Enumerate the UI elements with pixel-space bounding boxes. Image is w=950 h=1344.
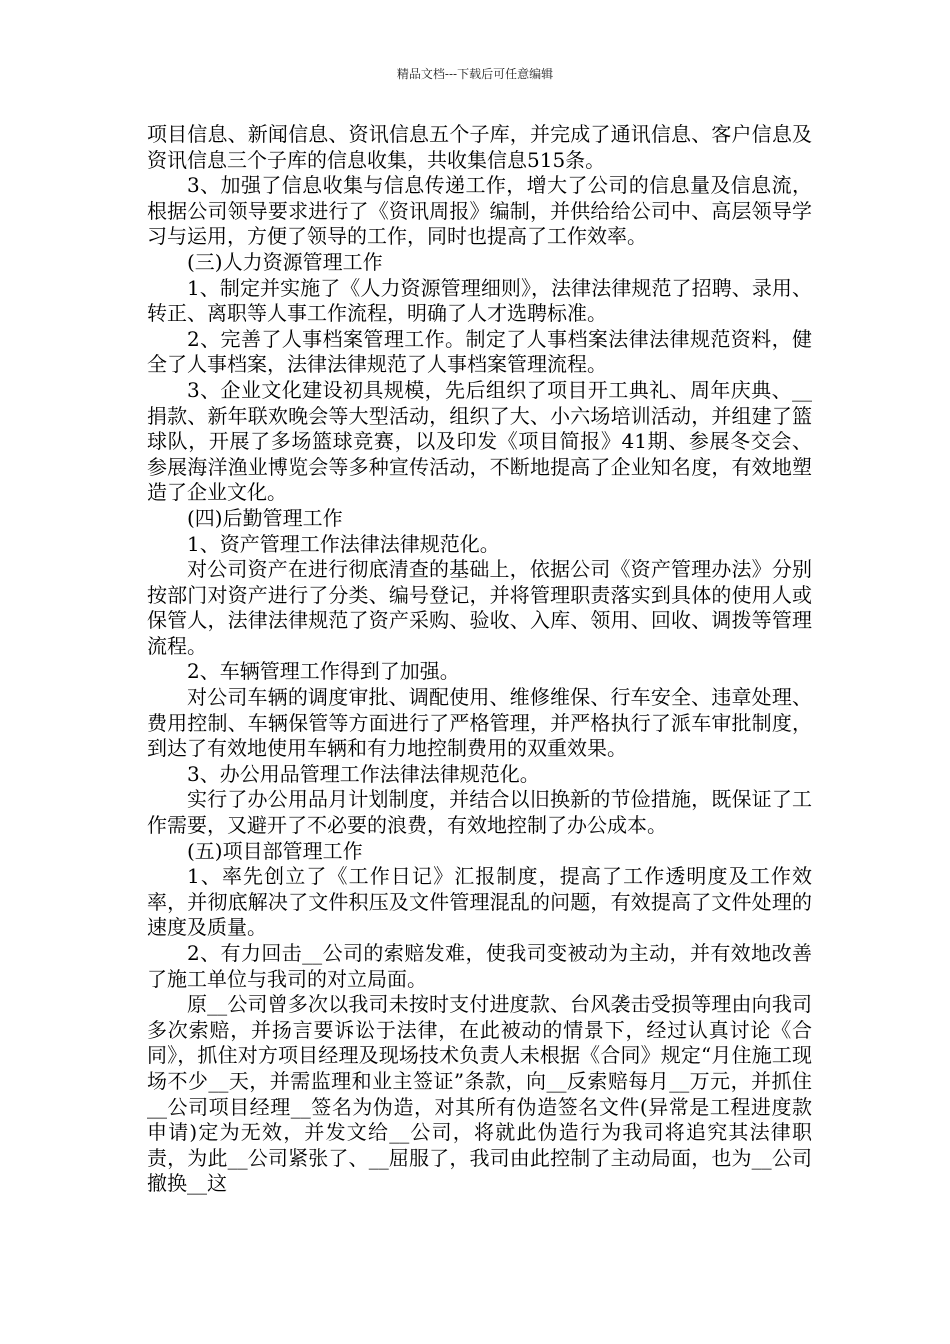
paragraph: (五)项目部管理工作: [187, 838, 363, 863]
paragraph: 1、制定并实施了《人力资源管理细则》，法律法律规范了招聘、录用、转正、离职等人事工作流程，明确了人才选聘标准。: [147, 275, 812, 326]
paragraph: 对公司资产在进行彻底清查的基础上，依据公司《资产管理办法》分别按部门对资产进行了分类、编号登记，并将管理职责落实到具体的使用人或保管人，法律法律规范了资产采购、验收、入库、领用、回收、调拨等管理流程。: [147, 557, 812, 658]
paragraph: 2、完善了人事档案管理工作。制定了人事档案法律法律规范资料，健全了人事档案，法律法律规范了人事档案管理流程。: [147, 326, 812, 377]
paragraph: (三)人力资源管理工作: [187, 249, 383, 274]
paragraph: 2、有力回击__公司的索赔发难，使我司变被动为主动，并有效地改善了施工单位与我司的对立局面。: [147, 941, 812, 991]
paragraph: 3、企业文化建设初具规模，先后组织了项目开工典礼、周年庆典、__捐款、新年联欢晚会等大型活动，组织了大、小六场培训活动，并组建了篮球队，开展了多场篮球竞赛，以及印发《项目简报》41期、参展冬交会、参展海洋渔业博览会等多种宣传活动，不断地提高了企业知名度，有效地塑造了企业文化。: [147, 377, 812, 505]
paragraph: 3、加强了信息收集与信息传递工作，增大了公司的信息量及信息流，根据公司领导要求进行了《资讯周报》编制，并供给给公司中、高层领导学习与运用，方便了领导的工作，同时也提高了工作效率。: [147, 173, 812, 249]
paragraph: 对公司车辆的调度审批、调配使用、维修维保、行车安全、违章处理、费用控制、车辆保管等方面进行了严格管理，并严格执行了派车审批制度，到达了有效地使用车辆和有力地控制费用的双重效果。: [147, 685, 812, 761]
paragraph: (四)后勤管理工作: [187, 505, 343, 530]
paragraph: 1、率先创立了《工作日记》汇报制度，提高了工作透明度及工作效率，并彻底解决了文件积压及文件管理混乱的问题，有效提高了文件处理的速度及质量。: [147, 864, 812, 940]
paragraph: 2、车辆管理工作得到了加强。: [187, 659, 460, 684]
page-header: 精品文档---下载后可任意编辑: [396, 67, 554, 81]
document-body: [147, 122, 812, 1197]
paragraph: 1、资产管理工作法律法律规范化。: [187, 531, 500, 556]
paragraph: 实行了办公用品月计划制度，并结合以旧换新的节俭措施，既保证了工作需要，又避开了不必要的浪费，有效地控制了办公成本。: [147, 787, 812, 838]
paragraph: 项目信息、新闻信息、资讯信息五个子库，并完成了通讯信息、客户信息及资讯信息三个子库的信息收集，共收集信息515条。: [147, 122, 812, 172]
paragraph: 3、办公用品管理工作法律法律规范化。: [187, 761, 540, 786]
paragraph: 原__公司曾多次以我司未按时支付进度款、台风袭击受损等理由向我司多次索赔，并扬言要诉讼于法律，在此被动的情景下，经过认真讨论《合同》，抓住对方项目经理及现场技术负责人未根据《合同》规定“月住施工现场不少__天，并需监理和业主签证”条款，向__反索赔每月__万元，并抓住__公司项目经理__签名为伪造，对其所有伪造签名文件(异常是工程进度款申请)定为无效，并发文给__公司，将就此伪造行为我司将追究其法律职责，为此__公司紧张了、__屈服了，我司由此控制了主动局面，也为__公司撤换__这: [147, 992, 812, 1196]
